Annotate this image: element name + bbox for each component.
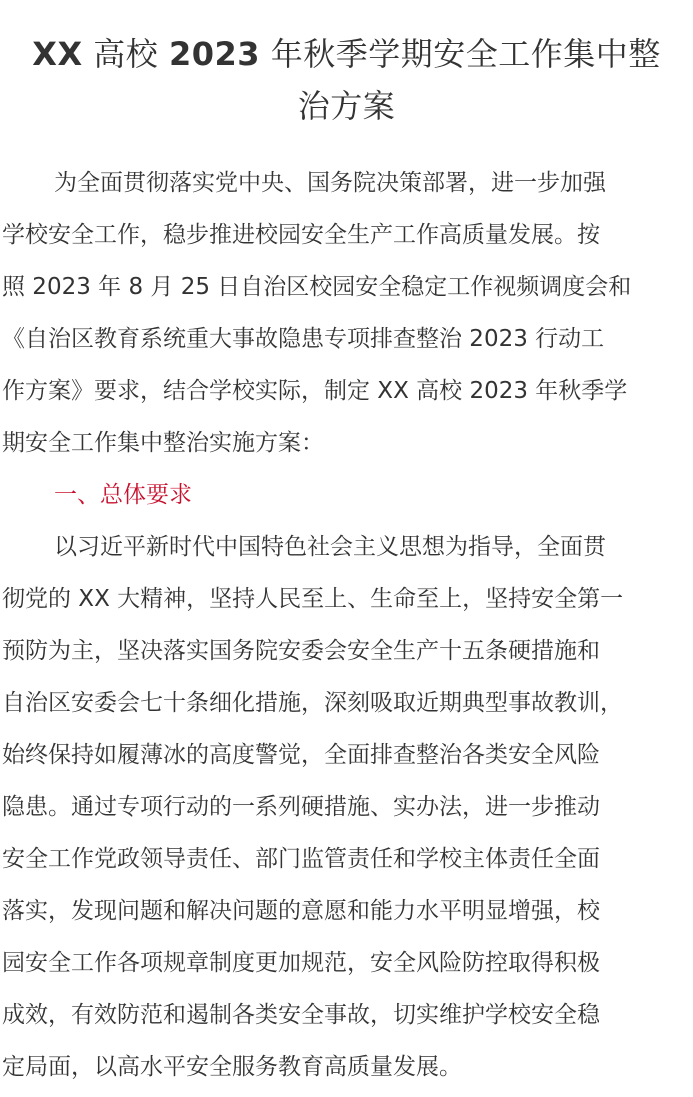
intro-line: 期安全工作集中整治实施方案： xyxy=(2,430,324,456)
title-line-2: 治方案 xyxy=(297,87,396,125)
title-rest: 年秋季学期安全工作集中整 xyxy=(260,35,661,73)
body-line: 隐患。通过专项行动的一系列硬措施、实办法，进一步推动 xyxy=(2,794,600,820)
body-line: 成效，有效防范和遏制各类安全事故，切实维护学校安全稳 xyxy=(2,1002,600,1028)
body-line: 落实，发现问题和解决问题的意愿和能力水平明显增强，校 xyxy=(2,898,600,924)
title-school-code: XX xyxy=(32,35,83,73)
intro-line: 《自治区教育系统重大事故隐患专项排查整治 2023 行动工 xyxy=(2,326,605,352)
intro-paragraph xyxy=(2,157,631,469)
section-body-paragraph xyxy=(2,521,623,1093)
body-line: 始终保持如履薄冰的高度警觉，全面排查整治各类安全风险 xyxy=(2,742,600,768)
body-line: 园安全工作各项规章制度更加规范，安全风险防控取得积极 xyxy=(2,950,600,976)
body-line: 自治区安委会七十条细化措施，深刻吸取近期典型事故教训， xyxy=(2,690,623,716)
section-heading xyxy=(2,469,192,521)
intro-line: 学校安全工作，稳步推进校园安全生产工作高质量发展。按 xyxy=(2,222,600,248)
title-school-word: 高校 xyxy=(82,35,169,73)
body-line: 彻党的 XX 大精神，坚持人民至上、生命至上，坚持安全第一 xyxy=(2,586,624,612)
body-line: 定局面，以高水平安全服务教育高质量发展。 xyxy=(2,1054,462,1080)
body-line: 以习近平新时代中国特色社会主义思想为指导，全面贯 xyxy=(54,534,606,560)
intro-line: 照 2023 年 8 月 25 日自治区校园安全稳定工作视频调度会和 xyxy=(2,274,632,300)
title-year: 2023 xyxy=(168,35,261,73)
body-line: 安全工作党政领导责任、部门监管责任和学校主体责任全面 xyxy=(2,846,600,872)
body-line: 预防为主，坚决落实国务院安委会安全生产十五条硬措施和 xyxy=(2,638,600,664)
intro-line: 为全面贯彻落实党中央、国务院决策部署，进一步加强 xyxy=(54,170,606,196)
title-line-1 xyxy=(0,28,693,80)
intro-line: 作方案》要求，结合学校实际，制定 XX 高校 2023 年秋季学 xyxy=(2,378,628,404)
document-title xyxy=(0,28,693,132)
section-heading-text: 一、总体要求 xyxy=(54,482,192,508)
